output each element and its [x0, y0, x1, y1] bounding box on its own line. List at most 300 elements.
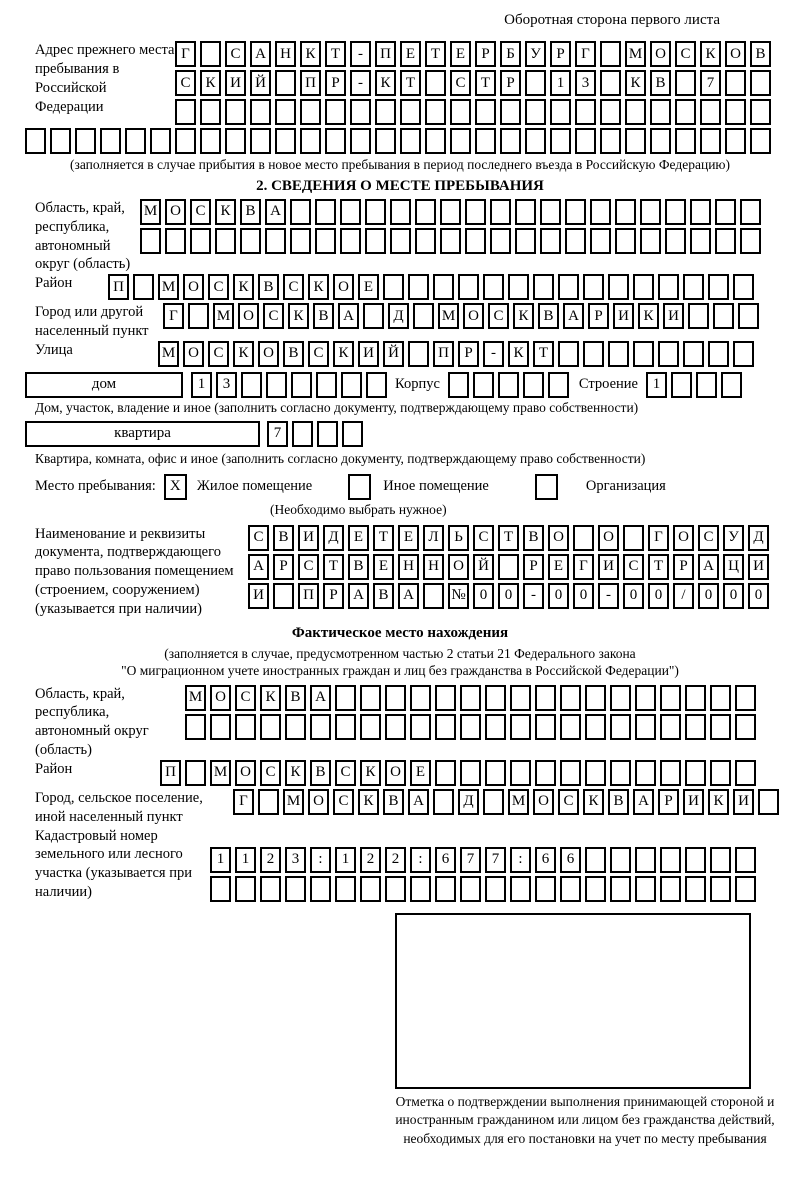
char-cell[interactable] — [375, 128, 396, 154]
char-cell[interactable]: 1 — [646, 372, 667, 398]
char-cell[interactable] — [558, 274, 579, 300]
char-cell[interactable]: К — [200, 70, 221, 96]
char-cell[interactable]: 3 — [575, 70, 596, 96]
char-cell[interactable]: Р — [500, 70, 521, 96]
char-cell[interactable] — [565, 228, 586, 254]
char-cell[interactable] — [700, 99, 721, 125]
char-cell[interactable] — [365, 199, 386, 225]
char-cell[interactable] — [535, 685, 556, 711]
char-cell[interactable] — [700, 128, 721, 154]
char-cell[interactable] — [440, 228, 461, 254]
char-cell[interactable]: Р — [550, 41, 571, 67]
char-cell[interactable] — [375, 99, 396, 125]
char-cell[interactable] — [523, 372, 544, 398]
char-cell[interactable]: М — [185, 685, 206, 711]
char-cell[interactable] — [260, 876, 281, 902]
char-cell[interactable] — [360, 876, 381, 902]
char-cell[interactable]: С — [675, 41, 696, 67]
char-cell[interactable]: А — [633, 789, 654, 815]
char-cell[interactable] — [685, 685, 706, 711]
char-cell[interactable] — [50, 128, 71, 154]
char-cell[interactable]: В — [258, 274, 279, 300]
char-cell[interactable] — [610, 685, 631, 711]
char-cell[interactable]: И — [683, 789, 704, 815]
char-cell[interactable] — [483, 274, 504, 300]
char-cell[interactable] — [340, 199, 361, 225]
char-cell[interactable]: - — [523, 583, 544, 609]
char-cell[interactable] — [560, 760, 581, 786]
char-cell[interactable]: Р — [673, 554, 694, 580]
char-cell[interactable]: К — [708, 789, 729, 815]
char-cell[interactable]: В — [313, 303, 334, 329]
char-cell[interactable] — [425, 128, 446, 154]
char-cell[interactable] — [290, 199, 311, 225]
char-cell[interactable] — [450, 99, 471, 125]
char-cell[interactable] — [660, 847, 681, 873]
char-cell[interactable]: К — [583, 789, 604, 815]
char-cell[interactable]: Т — [325, 41, 346, 67]
char-cell[interactable]: : — [310, 847, 331, 873]
char-cell[interactable] — [465, 199, 486, 225]
char-cell[interactable]: В — [650, 70, 671, 96]
char-cell[interactable] — [560, 685, 581, 711]
char-cell[interactable]: О — [210, 685, 231, 711]
char-cell[interactable]: В — [285, 685, 306, 711]
char-cell[interactable] — [300, 128, 321, 154]
char-cell[interactable] — [535, 760, 556, 786]
char-cell[interactable]: О — [258, 341, 279, 367]
char-cell[interactable] — [590, 228, 611, 254]
char-cell[interactable] — [325, 128, 346, 154]
char-cell[interactable] — [740, 228, 761, 254]
char-cell[interactable] — [515, 199, 536, 225]
char-cell[interactable]: С — [263, 303, 284, 329]
char-cell[interactable]: Т — [400, 70, 421, 96]
char-cell[interactable] — [435, 714, 456, 740]
char-cell[interactable] — [475, 128, 496, 154]
char-cell[interactable] — [235, 714, 256, 740]
char-cell[interactable] — [600, 70, 621, 96]
char-cell[interactable] — [433, 274, 454, 300]
char-cell[interactable]: В — [750, 41, 771, 67]
char-cell[interactable] — [210, 714, 231, 740]
char-cell[interactable] — [690, 228, 711, 254]
char-cell[interactable] — [540, 228, 561, 254]
char-cell[interactable] — [133, 274, 154, 300]
char-cell[interactable]: Т — [373, 525, 394, 551]
char-cell[interactable]: Н — [423, 554, 444, 580]
char-cell[interactable] — [485, 714, 506, 740]
char-cell[interactable]: С — [283, 274, 304, 300]
char-cell[interactable]: Н — [398, 554, 419, 580]
char-cell[interactable]: Р — [523, 554, 544, 580]
char-cell[interactable] — [225, 128, 246, 154]
char-cell[interactable]: С — [488, 303, 509, 329]
char-cell[interactable] — [485, 876, 506, 902]
char-cell[interactable] — [390, 199, 411, 225]
char-cell[interactable]: О — [725, 41, 746, 67]
char-cell[interactable] — [125, 128, 146, 154]
char-cell[interactable] — [360, 714, 381, 740]
char-cell[interactable] — [683, 274, 704, 300]
char-cell[interactable]: 7 — [267, 421, 288, 447]
char-cell[interactable] — [385, 714, 406, 740]
char-cell[interactable] — [685, 876, 706, 902]
char-cell[interactable]: К — [233, 274, 254, 300]
char-cell[interactable] — [215, 228, 236, 254]
char-cell[interactable] — [560, 714, 581, 740]
char-cell[interactable] — [265, 228, 286, 254]
char-cell[interactable] — [660, 685, 681, 711]
char-cell[interactable]: О — [598, 525, 619, 551]
char-cell[interactable] — [575, 128, 596, 154]
char-cell[interactable] — [660, 876, 681, 902]
char-cell[interactable] — [560, 876, 581, 902]
char-cell[interactable] — [510, 760, 531, 786]
char-cell[interactable]: 0 — [748, 583, 769, 609]
char-cell[interactable]: - — [350, 70, 371, 96]
char-cell[interactable]: П — [433, 341, 454, 367]
char-cell[interactable] — [675, 70, 696, 96]
char-cell[interactable]: М — [158, 341, 179, 367]
char-cell[interactable]: 1 — [191, 372, 212, 398]
char-cell[interactable] — [210, 876, 231, 902]
char-cell[interactable]: Г — [573, 554, 594, 580]
char-cell[interactable] — [258, 789, 279, 815]
char-cell[interactable]: С — [335, 760, 356, 786]
char-cell[interactable] — [600, 41, 621, 67]
char-cell[interactable]: Е — [410, 760, 431, 786]
char-cell[interactable] — [366, 372, 387, 398]
char-cell[interactable]: П — [160, 760, 181, 786]
char-cell[interactable] — [500, 128, 521, 154]
char-cell[interactable]: 7 — [485, 847, 506, 873]
char-cell[interactable]: И — [225, 70, 246, 96]
char-cell[interactable] — [550, 128, 571, 154]
char-cell[interactable] — [335, 685, 356, 711]
char-cell[interactable] — [713, 303, 734, 329]
char-cell[interactable] — [610, 876, 631, 902]
char-cell[interactable] — [710, 847, 731, 873]
char-cell[interactable] — [185, 760, 206, 786]
char-cell[interactable] — [266, 372, 287, 398]
char-cell[interactable]: Е — [398, 525, 419, 551]
char-cell[interactable] — [448, 372, 469, 398]
char-cell[interactable] — [460, 714, 481, 740]
char-cell[interactable] — [317, 421, 338, 447]
char-cell[interactable]: : — [410, 847, 431, 873]
char-cell[interactable] — [315, 228, 336, 254]
char-cell[interactable]: С — [190, 199, 211, 225]
char-cell[interactable]: : — [510, 847, 531, 873]
char-cell[interactable]: О — [385, 760, 406, 786]
char-cell[interactable]: П — [300, 70, 321, 96]
char-cell[interactable] — [473, 372, 494, 398]
char-cell[interactable] — [635, 876, 656, 902]
char-cell[interactable] — [400, 99, 421, 125]
char-cell[interactable]: У — [723, 525, 744, 551]
char-cell[interactable]: Е — [548, 554, 569, 580]
char-cell[interactable] — [675, 128, 696, 154]
char-cell[interactable] — [725, 128, 746, 154]
char-cell[interactable] — [550, 99, 571, 125]
char-cell[interactable] — [583, 274, 604, 300]
char-cell[interactable] — [633, 341, 654, 367]
char-cell[interactable] — [315, 199, 336, 225]
char-cell[interactable] — [635, 760, 656, 786]
char-cell[interactable]: Т — [498, 525, 519, 551]
char-cell[interactable]: С — [308, 341, 329, 367]
char-cell[interactable]: О — [548, 525, 569, 551]
char-cell[interactable] — [735, 847, 756, 873]
char-cell[interactable] — [460, 760, 481, 786]
char-cell[interactable] — [585, 876, 606, 902]
char-cell[interactable]: И — [298, 525, 319, 551]
char-cell[interactable] — [285, 876, 306, 902]
char-cell[interactable]: В — [273, 525, 294, 551]
char-cell[interactable] — [535, 714, 556, 740]
char-cell[interactable] — [635, 847, 656, 873]
char-cell[interactable]: Р — [323, 583, 344, 609]
char-cell[interactable]: И — [358, 341, 379, 367]
char-cell[interactable] — [710, 714, 731, 740]
char-cell[interactable]: 0 — [473, 583, 494, 609]
char-cell[interactable] — [415, 228, 436, 254]
char-cell[interactable] — [290, 228, 311, 254]
char-cell[interactable] — [435, 760, 456, 786]
char-cell[interactable]: П — [108, 274, 129, 300]
char-cell[interactable]: Р — [588, 303, 609, 329]
char-cell[interactable]: М — [283, 789, 304, 815]
char-cell[interactable] — [640, 228, 661, 254]
char-cell[interactable] — [510, 685, 531, 711]
char-cell[interactable] — [465, 228, 486, 254]
char-cell[interactable]: 6 — [535, 847, 556, 873]
char-cell[interactable]: С — [225, 41, 246, 67]
char-cell[interactable]: 3 — [285, 847, 306, 873]
char-cell[interactable] — [685, 760, 706, 786]
char-cell[interactable] — [435, 685, 456, 711]
char-cell[interactable] — [721, 372, 742, 398]
char-cell[interactable]: 2 — [385, 847, 406, 873]
char-cell[interactable]: А — [250, 41, 271, 67]
char-cell[interactable] — [291, 372, 312, 398]
char-cell[interactable]: К — [308, 274, 329, 300]
char-cell[interactable]: Й — [383, 341, 404, 367]
char-cell[interactable]: 3 — [216, 372, 237, 398]
char-cell[interactable]: Б — [500, 41, 521, 67]
checkbox-residential[interactable]: X — [164, 474, 187, 500]
char-cell[interactable]: В — [538, 303, 559, 329]
char-cell[interactable] — [390, 228, 411, 254]
char-cell[interactable] — [708, 341, 729, 367]
char-cell[interactable] — [175, 128, 196, 154]
char-cell[interactable] — [100, 128, 121, 154]
char-cell[interactable]: С — [623, 554, 644, 580]
char-cell[interactable]: А — [563, 303, 584, 329]
char-cell[interactable]: М — [158, 274, 179, 300]
char-cell[interactable]: 0 — [623, 583, 644, 609]
char-cell[interactable] — [525, 128, 546, 154]
char-cell[interactable] — [385, 876, 406, 902]
char-cell[interactable]: С — [175, 70, 196, 96]
char-cell[interactable]: 0 — [698, 583, 719, 609]
char-cell[interactable] — [190, 228, 211, 254]
char-cell[interactable] — [715, 228, 736, 254]
char-cell[interactable] — [341, 372, 362, 398]
char-cell[interactable] — [585, 685, 606, 711]
char-cell[interactable] — [675, 99, 696, 125]
char-cell[interactable]: 0 — [548, 583, 569, 609]
char-cell[interactable] — [310, 714, 331, 740]
char-cell[interactable] — [510, 876, 531, 902]
char-cell[interactable] — [140, 228, 161, 254]
char-cell[interactable]: О — [183, 274, 204, 300]
char-cell[interactable]: - — [350, 41, 371, 67]
char-cell[interactable] — [635, 685, 656, 711]
char-cell[interactable]: 0 — [648, 583, 669, 609]
checkbox-organization[interactable] — [535, 474, 558, 500]
char-cell[interactable] — [600, 99, 621, 125]
char-cell[interactable]: К — [513, 303, 534, 329]
char-cell[interactable]: К — [288, 303, 309, 329]
char-cell[interactable] — [715, 199, 736, 225]
char-cell[interactable]: В — [348, 554, 369, 580]
char-cell[interactable] — [275, 99, 296, 125]
char-cell[interactable] — [510, 714, 531, 740]
char-cell[interactable] — [350, 99, 371, 125]
char-cell[interactable] — [200, 99, 221, 125]
char-cell[interactable]: А — [698, 554, 719, 580]
char-cell[interactable] — [508, 274, 529, 300]
char-cell[interactable] — [241, 372, 262, 398]
char-cell[interactable]: - — [483, 341, 504, 367]
char-cell[interactable] — [658, 274, 679, 300]
char-cell[interactable] — [433, 789, 454, 815]
char-cell[interactable] — [690, 199, 711, 225]
char-cell[interactable] — [573, 525, 594, 551]
char-cell[interactable] — [383, 274, 404, 300]
char-cell[interactable] — [250, 99, 271, 125]
char-cell[interactable] — [750, 99, 771, 125]
char-cell[interactable]: № — [448, 583, 469, 609]
char-cell[interactable] — [460, 685, 481, 711]
char-cell[interactable] — [725, 70, 746, 96]
char-cell[interactable] — [640, 199, 661, 225]
char-cell[interactable] — [615, 199, 636, 225]
char-cell[interactable] — [735, 714, 756, 740]
char-cell[interactable]: В — [608, 789, 629, 815]
char-cell[interactable] — [350, 128, 371, 154]
char-cell[interactable] — [408, 341, 429, 367]
char-cell[interactable]: М — [213, 303, 234, 329]
char-cell[interactable] — [200, 128, 221, 154]
char-cell[interactable] — [425, 99, 446, 125]
char-cell[interactable] — [75, 128, 96, 154]
char-cell[interactable]: С — [248, 525, 269, 551]
char-cell[interactable]: У — [525, 41, 546, 67]
char-cell[interactable] — [342, 421, 363, 447]
char-cell[interactable]: О — [533, 789, 554, 815]
char-cell[interactable] — [185, 714, 206, 740]
char-cell[interactable]: Г — [163, 303, 184, 329]
char-cell[interactable]: М — [140, 199, 161, 225]
char-cell[interactable] — [408, 274, 429, 300]
char-cell[interactable] — [485, 760, 506, 786]
char-cell[interactable] — [708, 274, 729, 300]
char-cell[interactable] — [738, 303, 759, 329]
char-cell[interactable] — [250, 128, 271, 154]
char-cell[interactable] — [225, 99, 246, 125]
char-cell[interactable] — [710, 685, 731, 711]
char-cell[interactable] — [440, 199, 461, 225]
char-cell[interactable] — [450, 128, 471, 154]
char-cell[interactable]: Ц — [723, 554, 744, 580]
char-cell[interactable]: Д — [388, 303, 409, 329]
char-cell[interactable] — [165, 228, 186, 254]
char-cell[interactable] — [325, 99, 346, 125]
char-cell[interactable] — [500, 99, 521, 125]
char-cell[interactable]: 1 — [335, 847, 356, 873]
char-cell[interactable]: К — [285, 760, 306, 786]
char-cell[interactable] — [498, 554, 519, 580]
char-cell[interactable] — [410, 714, 431, 740]
char-cell[interactable]: С — [260, 760, 281, 786]
char-cell[interactable] — [458, 274, 479, 300]
char-cell[interactable]: А — [398, 583, 419, 609]
char-cell[interactable] — [583, 341, 604, 367]
char-cell[interactable]: 0 — [723, 583, 744, 609]
char-cell[interactable]: И — [598, 554, 619, 580]
char-cell[interactable]: Й — [250, 70, 271, 96]
char-cell[interactable]: К — [638, 303, 659, 329]
char-cell[interactable]: Е — [373, 554, 394, 580]
char-cell[interactable]: К — [625, 70, 646, 96]
char-cell[interactable]: В — [240, 199, 261, 225]
char-cell[interactable]: А — [408, 789, 429, 815]
char-cell[interactable]: Ь — [448, 525, 469, 551]
char-cell[interactable] — [365, 228, 386, 254]
char-cell[interactable] — [413, 303, 434, 329]
char-cell[interactable]: Г — [648, 525, 669, 551]
char-cell[interactable]: П — [375, 41, 396, 67]
char-cell[interactable] — [316, 372, 337, 398]
char-cell[interactable]: 0 — [498, 583, 519, 609]
char-cell[interactable] — [360, 685, 381, 711]
char-cell[interactable] — [735, 876, 756, 902]
char-cell[interactable] — [688, 303, 709, 329]
char-cell[interactable] — [548, 372, 569, 398]
char-cell[interactable]: К — [260, 685, 281, 711]
char-cell[interactable]: С — [473, 525, 494, 551]
char-cell[interactable]: С — [298, 554, 319, 580]
char-cell[interactable]: Л — [423, 525, 444, 551]
char-cell[interactable]: О — [183, 341, 204, 367]
char-cell[interactable] — [733, 274, 754, 300]
char-cell[interactable]: 1 — [235, 847, 256, 873]
char-cell[interactable] — [535, 876, 556, 902]
char-cell[interactable] — [275, 70, 296, 96]
char-cell[interactable]: К — [508, 341, 529, 367]
char-cell[interactable]: О — [238, 303, 259, 329]
char-cell[interactable] — [585, 714, 606, 740]
char-cell[interactable]: 1 — [210, 847, 231, 873]
char-cell[interactable] — [558, 341, 579, 367]
char-cell[interactable]: К — [375, 70, 396, 96]
char-cell[interactable] — [623, 525, 644, 551]
char-cell[interactable]: Т — [648, 554, 669, 580]
char-cell[interactable]: 2 — [260, 847, 281, 873]
